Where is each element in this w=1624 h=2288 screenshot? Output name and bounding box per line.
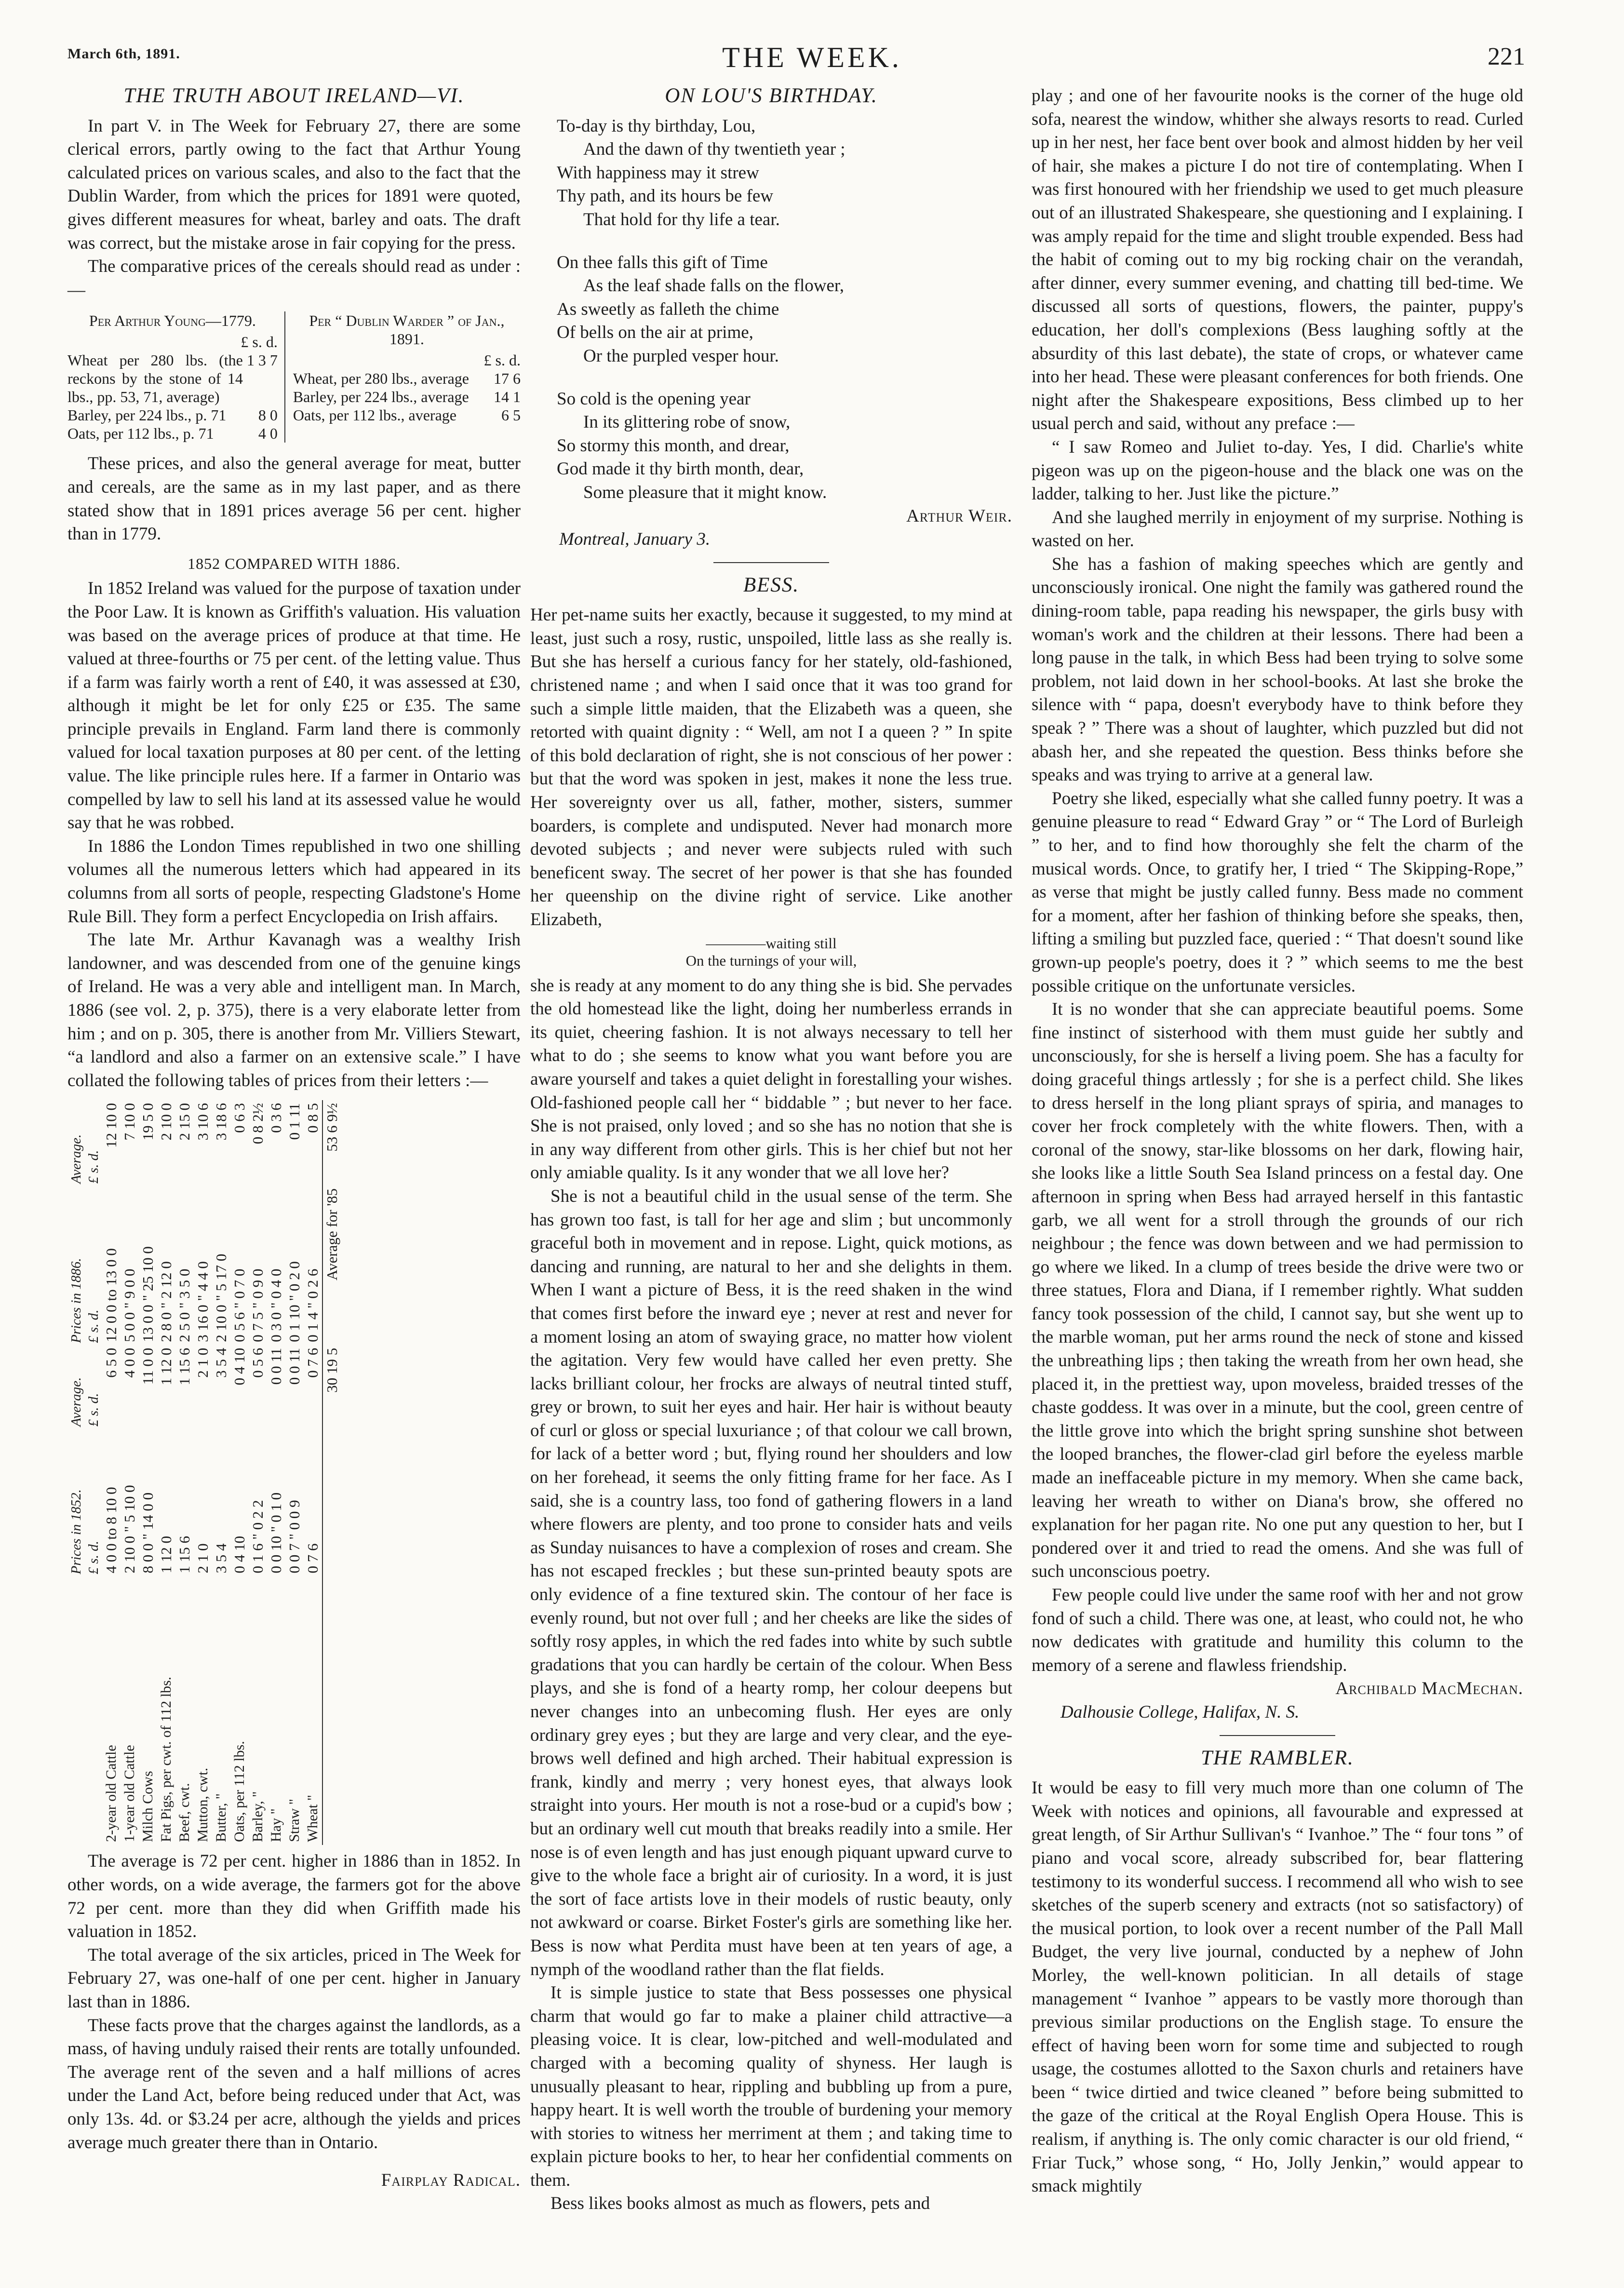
author-signature: Arthur Weir. xyxy=(906,506,1012,526)
section-subhead: 1852 COMPARED WITH 1886. xyxy=(188,554,401,572)
table-row: Wheat, per 280 lbs., average 17 6 xyxy=(293,370,521,388)
young-heading: Per Arthur Young—1779. xyxy=(89,312,256,330)
table-row: Barley, per 224 lbs., average 14 1 xyxy=(293,388,521,406)
issue-date: March 6th, 1891. xyxy=(67,46,180,62)
table-row: Fat Pigs, per cwt. of 112 lbs. 1 12 0 1 12 0 2 8 0 " 2 12 0 2 10 0 xyxy=(158,1103,174,1843)
header-prices-1852: Prices in 1852. xyxy=(68,1489,84,1575)
table-row: 1-year old Cattle 2 10 0 " 5 10 0 4 0 0 5 0 0 " 9 0 0 7 10 0 xyxy=(121,1103,138,1843)
divider xyxy=(713,562,829,563)
paragraph: Her pet-name suits her exactly, because it suggested, to my mind at least, just such a rosy, rustic, unspoiled, little lass as she really is. But she has herself a curious fancy for her stately, old-fashioned, christened name ; and when I said once that it was too grand for such a simple little maiden, that the Elizabeth was a queen, she retorted with quaint dignity : “ Well, am not I a queen ? ” In spite of this bold declaration of right, she is not conscious of her power : but that the word was spoken in jest, makes it none the less true. Her sovereignty over us all, father, mother, sisters, summer boarders, is complete and undisputed. Never had monarch more devoted subjects ; and never were subjects ruled with such beneficent sway. The secret of her power is that she has founded her queenship on the divine right of service. Like another Elizabeth, xyxy=(530,605,1012,929)
price-comparison-table: Prices in 1852. Average. Prices in 1886. Average. £ s. d. £ s. d. £ s. d. £ s. d. 2-year old Cattle 4 0 0 to 8 10 0 6 5 0 12 0 0 to 13 0 0 12 10 0 1-year old Cattle 2 10 0 " 5 10 0 4 0 0 5 0 0 " 9 0 0 7 10 0 Milch Cows 8 0 0 " 14 0 0 11 0 0 13 0 0 " 25 10 0 19 5 0 Fat Pigs, per cwt. of 112 lbs. 1 12 0 1 12 0 2 8 0 " 2 12 0 2 10 0 Beef, cwt. 1 15 6 1 15 6 2 5 0 " 3 5 0 2 15 0 Mutton, cwt. 2 1 0 2 1 0 3 16 0 " 4 4 0 3 10 6 Butter, " 3 5 4 3 5 4 2 10 0 " 5 17 0 3 18 6 Oats, per 112 lbs. 0 4 10 0 4 10 0 5 6 " 0 7 0 0 6 3 Barley, " 0 1 6 " 0 2 2 0 5 6 0 7 5 " 0 9 0 0 8 2½ Hay " 0 0 10 " 0 1 0 0 0 11 0 3 0 " 0 4 0 0 3 6 Straw " 0 0 7 " 0 0 9 0 0 11 0 1 10 " 0 2 0 0 1 11 Wheat " 0 7 6 0 7 6 0 1 4 " 0 2 6 0 8 5 30 19 5 Average for '85 53 6 9½ xyxy=(67,1100,521,1845)
masthead-title: THE WEEK. xyxy=(722,41,902,73)
author-signature: Archibald MacMechan. xyxy=(1335,1679,1523,1699)
young-prices xyxy=(67,311,284,443)
column-middle xyxy=(530,84,1012,2216)
paragraph: “ I saw Romeo and Juliet to-day. Yes, I did. Charlie's white pigeon was up on the pigeon-house and the black one was on the ladder, talking to her. Just like the picture.” xyxy=(1032,437,1523,504)
author-signature: Fairplay Radical. xyxy=(381,2170,521,2191)
paragraph: She is not a beautiful child in the usual sense of the term. She has grown too fast, is tall for her age and slim ; but uncommonly graceful both in movement and in repose. Light, quick motions, as dancing and running, are natural to her and she delights in them. When I want a picture of Bess, it is the reed shaken in the wind that comes first before the inward eye ; never at rest and never for a moment losing an atom of swaying grace, no matter how violent the agitation. Very few would have called her even pretty. She lacks brilliant colour, her frocks are always of neutral tinted stuff, grey or brown, to suit her eyes and hair. Her hair is without beauty of curl or gloss or special luxuriance ; of that colour we call brown, for lack of a better word ; but, flying round her shoulders and low on her forehead, it seems the only fitting frame for her face. As I said, she is a country lass, too fond of gathering flowers in a land where flowers are plenty, and too prone to consider hats and veils as Sunday nuisances to have a complexion of roses and cream. She has not escaped freckles ; but these sun-printed beauty spots are only evidence of a fine textured skin. The contour of her face is evenly round, but not over full ; and her cheeks are like the sides of softly rosy apples, in which the red fades into white by such subtle gradations that you can hardly be certain of the colour. When Bess plays, and she is fond of a hearty romp, her colour deepens but never changes into an unbecoming flush. Her eyes are only ordinary grey eyes ; but they are large and very clear, and the eye-brows well defined and high arched. Their habitual expression is frank, kindly and merry ; very honest eyes, that always look straight into yours. Her mouth is not a rose-bud or a cupid's bow ; but an ordinary well cut mouth that breaks readily into a smile. Her nose is of even length and has just enough piquant upward curve to give to the whole face a bright air of curiosity. In a word, it is just the sort of face artists love in their models of rustic beauty, only not awkward or coarse. Birket Foster's girls are something like her. Bess is now what Perdita must have been at ten years of age, a nymph of the woodland rather than the flat fields. xyxy=(530,1186,1012,1979)
poem-title: ON LOU'S BIRTHDAY. xyxy=(665,84,878,107)
article-title-bess: BESS. xyxy=(743,573,800,596)
paragraph: In 1852 Ireland was valued for the purpose of taxation under the Poor Law. It is known as Griffith's valuation. His valuation was based on the average prices of produce at that time. He valued at three-fourths or 75 per cent. of the letting value. Thus if a farm was fairly worth a rent of £40, it was assessed at £30, although it might be let for only £25 or £35. The same principle prevails in England. Farm land there is commonly valued for local taxation purposes at 80 per cent. of the letting value. The like principle rules here. If a farmer in Ontario was compelled by law to sell his land at its assessed value he would say that he was robbed. xyxy=(67,579,521,833)
table-row: Oats, per 112 lbs. 0 4 10 0 4 10 0 5 6 " 0 7 0 0 6 3 xyxy=(231,1103,248,1843)
table-row: Milch Cows 8 0 0 " 14 0 0 11 0 0 13 0 0 " 25 10 0 19 5 0 xyxy=(139,1103,156,1843)
header-prices-1886: Prices in 1886. xyxy=(68,1258,84,1344)
paragraph: Poetry she liked, especially what she called funny poetry. It was a genuine pleasure to read “ Edward Gray ” or “ The Lord of Burleigh ” to her, and to find how thoroughly she felt the charm of the musical words. Once, to gratify her, I tried “ The Skipping-Rope,” as verse that might be justly called funny. Bess made no comment for a moment, after her fashion of thinking before she speaks, then, lifting a smiling but puzzled face, queried : “ That doesn't sound like grown-up people's poetry, does it ? ” which seems to me the best possible critique on the unfortunate versicles. xyxy=(1032,788,1523,996)
header-average-1852: Average. xyxy=(68,1377,84,1427)
paragraph: The comparative prices of the cereals should read as under :— xyxy=(67,256,521,300)
column-left xyxy=(67,84,521,2193)
paragraph: It is no wonder that she can appreciate beautiful poems. Some fine instinct of sisterhood with them must guide her subtly and unconsciously, for she is herself a living poem. She has a faculty for doing graceful things artlessly ; for she is a perfect child. She likes to dress herself in the long pliant sprays of spiria, and manages to cover her frock completely with the white flowers. Then, with a coronal of the snowy, star-like blossoms on her dark, flowing hair, she looks like a little South Sea Island princess on a festal day. One afternoon in spring when Bess had arrayed herself in this fantastic garb, we all went for a stroll through the grounds of our rich neighbour ; the fence was down between and we had permission to go where we liked. In a clump of trees beside the drive were two or three statues, Flora and Diana, if I remember rightly. What sudden fancy took possession of the child, I cannot say, but she went up to the marble woman, put her arms round the neck of stone and kissed the unbreathing lips ; then taking the wreath from her own head, she placed it, in the prettiest way, upon moveless, braided tresses of the chaste goddess. It was over in a minute, but the cool, green centre of the little grove into which the bright spring sunshine shot between the looped branches, the flower-clad girl before the eyeless marble made an ineffaceable picture in my memory. When she came back, leaving her wreath to wither on Diana's brow, she offered no explanation for her pagan rite. No one put any question to her, but I pondered over it and tried to read the omens. And she was full of such unconscious poetry. xyxy=(1032,999,1523,1582)
paragraph: The total average of the six articles, priced in The Week for February 27, was one-half of one per cent. higher in January last than in 1886. xyxy=(67,1945,521,2012)
paragraph: play ; and one of her favourite nooks is the corner of the huge old sofa, nearest the window, whither she always resorts to read. Curled up in her nest, her face bent over book and almost hidden by her veil of hair, she makes a picture I do not tire of contemplating. When I was first honoured with her friendship we used to get much pleasure out of an illustrated Shakespeare, she questioning and I explaining. I was amply repaid for the time and slight trouble expended. Bess had the habit of coming out to my big rocking chair on the verandah, after dinner, every summer evening, and chatting till bed-time. We discussed all sorts of questions, flowers, the painter, puppy's education, her doll's complexions (Bess laughing softly at the absurdity of this last debate), the state of crops, or whatever came into her head. These were pleasant conferences for both friends. One night after the Shakespeare expositions, Bess climbed up to her usual perch and said, without any preface :— xyxy=(1032,86,1523,434)
paragraph: And she laughed merrily in enjoyment of my surprise. Nothing is wasted on her. xyxy=(1032,507,1523,551)
poem-stanza: To-day is thy birthday, Lou, And the dawn of thy twentieth year ; With happiness may it strew Thy path, and its hours be few That hold for thy life a tear. xyxy=(557,116,846,229)
table-total-row: 30 19 5 Average for '85 53 6 9½ xyxy=(322,1100,341,1845)
poem-body xyxy=(557,115,1012,505)
table-row: Oats, per 112 lbs., p. 71 4 0 xyxy=(67,425,278,443)
units-label: £ s. d. xyxy=(241,333,278,351)
page-number: 221 xyxy=(1488,43,1525,70)
paragraph: It would be easy to fill very much more than one column of The Week with notices and opinions, all favourable and expressed at great length, of Sir Arthur Sullivan's “ Ivanhoe.” The “ four tons ” of piano and vocal score, already subscribed for, bear flattering testimony to its wonderful success. I recommend all who wish to see sketches of the superb scenery and extracts (not so satisfactory) of the musical portion, to look over a recent number of the Pall Mall Budget, the very live journal, conducted by a nephew of John Morley, the well-known politician. In all details of stage management “ Ivanhoe ” appears to be vastly more thorough than previous similar productions on the English stage. To ensure the effect of having been worn for some time and subjected to rough usage, the costumes allotted to the Saxon churls and retainers have been “ twice dirtied and twice cleaned ” before being submitted to the gaze of the critical at the Royal English Opera House. This is realism, if anything is. The only comic character is our old friend, “ Friar Tuck,” whose song, “ Ho, Jolly Jenkin,” would appear to smack mightily xyxy=(1032,1778,1523,2196)
article-title-rambler: THE RAMBLER. xyxy=(1201,1746,1354,1769)
warder-heading: Per “ Dublin Warder ” of Jan., 1891. xyxy=(309,312,505,348)
cereal-prices-table xyxy=(67,311,521,443)
dateline: Montreal, January 3. xyxy=(559,529,711,550)
table-row: Butter, " 3 5 4 3 5 4 2 10 0 " 5 17 0 3 18 6 xyxy=(213,1103,229,1843)
units-label: £ s. d. xyxy=(483,351,521,369)
paragraph: The late Mr. Arthur Kavanagh was a wealthy Irish landowner, and was descended from one of the genuine kings of Ireland. He was a very able and intelligent man. In March, 1886 (see vol. 2, p. 375), there is a very elaborate letter from him ; and on p. 305, there is another from Mr. Villiers Stewart, “a landlord and also a farmer on an extensive scale.” I have collated the following tables of prices from their letters :— xyxy=(67,930,521,1090)
paragraph: It is simple justice to state that Bess possesses one physical charm that would go far to make a plainer child attractive—a pleasing voice. It is clear, low-pitched and well-modulated and charged with a becoming quality of shyness. Her laugh is unusually pleasant to hear, rippling and bubbling up from a pure, happy heart. It is well worth the trouble of burdening your memory with stories to witness her merriment at them ; and taking time to explain picture books to her, to hear her confidential comments on them. xyxy=(530,1983,1012,2190)
paragraph: These prices, and also the general average for meat, butter and cereals, are the same as in my last paper, and as there stated show that in 1891 prices average 56 per cent. higher than in 1779. xyxy=(67,454,521,544)
warder-prices xyxy=(284,311,521,443)
quotation: ————waiting still On the turnings of your will, xyxy=(685,934,857,969)
paragraph: These facts prove that the charges against the landlords, as a mass, of having unduly raised their rents are totally unfounded. The average rent of the seven and a half millions of acres under the Land Act, before being reduced under that Act, was only 13s. 4d. or $3.24 per acre, although the yields and prices average much greater there than in Ontario. xyxy=(67,2015,521,2153)
dateline: Dalhousie College, Halifax, N. S. xyxy=(1060,1702,1300,1722)
rotated-price-table-holder xyxy=(67,1100,521,1845)
divider xyxy=(1220,1735,1335,1736)
paragraph: She has a fashion of making speeches which are gently and unconsciously ironical. One night the family was gathered round the dining-room table, papa reading his newspaper, the girls busy with woman's work and the children at their lessons. There had been a long pause in the talk, in which Bess had been trying to solve some problem, not laid down in her school-books. At last she broke the silence with “ papa, doesn't everybody have to think before they speak ? ” There was a shout of laughter, which puzzled but did not abash her, and she repeated the question. Bess thinks before she speaks and was trying to arrive at a general law. xyxy=(1032,554,1523,785)
header-average-1886: Average. xyxy=(68,1134,84,1184)
table-row: Wheat " 0 7 6 0 7 6 0 1 4 " 0 2 6 0 8 5 xyxy=(304,1103,321,1843)
column-right xyxy=(1032,84,1523,2198)
paragraph: Bess likes books almost as much as flowers, pets and xyxy=(550,2194,930,2214)
table-row: Straw " 0 0 7 " 0 0 9 0 0 11 0 1 10 " 0 2 0 0 1 11 xyxy=(286,1103,303,1843)
table-row: Mutton, cwt. 2 1 0 2 1 0 3 16 0 " 4 4 0 3 10 6 xyxy=(194,1103,211,1843)
paragraph: In part V. in The Week for February 27, there are some clerical errors, partly owing to the fact that Arthur Young calculated prices on various scales, and also to the fact that the Dublin Warder, from which the prices for 1891 were quoted, gives different measures for wheat, barley and oats. The draft was correct, but the mistake arose in fair copying for the press. xyxy=(67,116,521,253)
paragraph: she is ready at any moment to do any thing she is bid. She pervades the old homestead like the light, doing her numberless errands in its quiet, cheering fashion. It is not always necessary to tell her what to do ; she seems to know what you want before you are aware yourself and takes a quiet delight in forestalling your wishes. Old-fashioned people call her “ biddable ” ; but never to her face. She is not praised, only loved ; and so she has no notion that she is in any way different from other girls. This is her chief but not her only amiable quality. Is it any wonder that we all love her? xyxy=(530,975,1012,1183)
table-row: 2-year old Cattle 4 0 0 to 8 10 0 6 5 0 12 0 0 to 13 0 0 12 10 0 xyxy=(103,1103,120,1843)
paragraph: Few people could live under the same roof with her and not grow fond of such a child. There was one, at least, who could not, he who now dedicates with gratitude and humility this column to the memory of a serene and flawless friendship. xyxy=(1032,1585,1523,1675)
table-row: Barley, per 224 lbs., p. 71 8 0 xyxy=(67,406,278,424)
table-row: Beef, cwt. 1 15 6 1 15 6 2 5 0 " 3 5 0 2 15 0 xyxy=(176,1103,193,1843)
article-title-ireland: THE TRUTH ABOUT IRELAND—VI. xyxy=(123,84,465,107)
poem-stanza: So cold is the opening year In its glittering robe of snow, So stormy this month, and drear, God made it thy birth month, dear, Some pleasure that it might know. xyxy=(557,389,827,502)
table-row: Barley, " 0 1 6 " 0 2 2 0 5 6 0 7 5 " 0 9 0 0 8 2½ xyxy=(249,1103,266,1843)
paragraph: In 1886 the London Times republished in two one shilling volumes all the numerous letters which had appeared in its columns from all sorts of people, respecting Gladstone's Home Rule Bill. They form a perfect Encyclopedia on Irish affairs. xyxy=(67,836,521,927)
poem-stanza: On thee falls this gift of Time As the leaf shade falls on the flower, As sweetly as falleth the chime Of bells on the air at prime, Or the purpled vesper hour. xyxy=(557,252,844,366)
page-header xyxy=(0,0,1624,72)
table-row: Oats, per 112 lbs., average 6 5 xyxy=(293,406,521,424)
table-row: Hay " 0 0 10 " 0 1 0 0 0 11 0 3 0 " 0 4 0 0 3 6 xyxy=(268,1103,284,1843)
table-row: Wheat per 280 lbs. (the reckons by the stone of 14 lbs., pp. 53, 71, average) 1 3 7 xyxy=(67,351,278,406)
paragraph: The average is 72 per cent. higher in 1886 than in 1852. In other words, on a wide average, the farmers got for the above 72 per cent. more than they did when Griffith made his valuation in 1852. xyxy=(67,1851,521,1942)
